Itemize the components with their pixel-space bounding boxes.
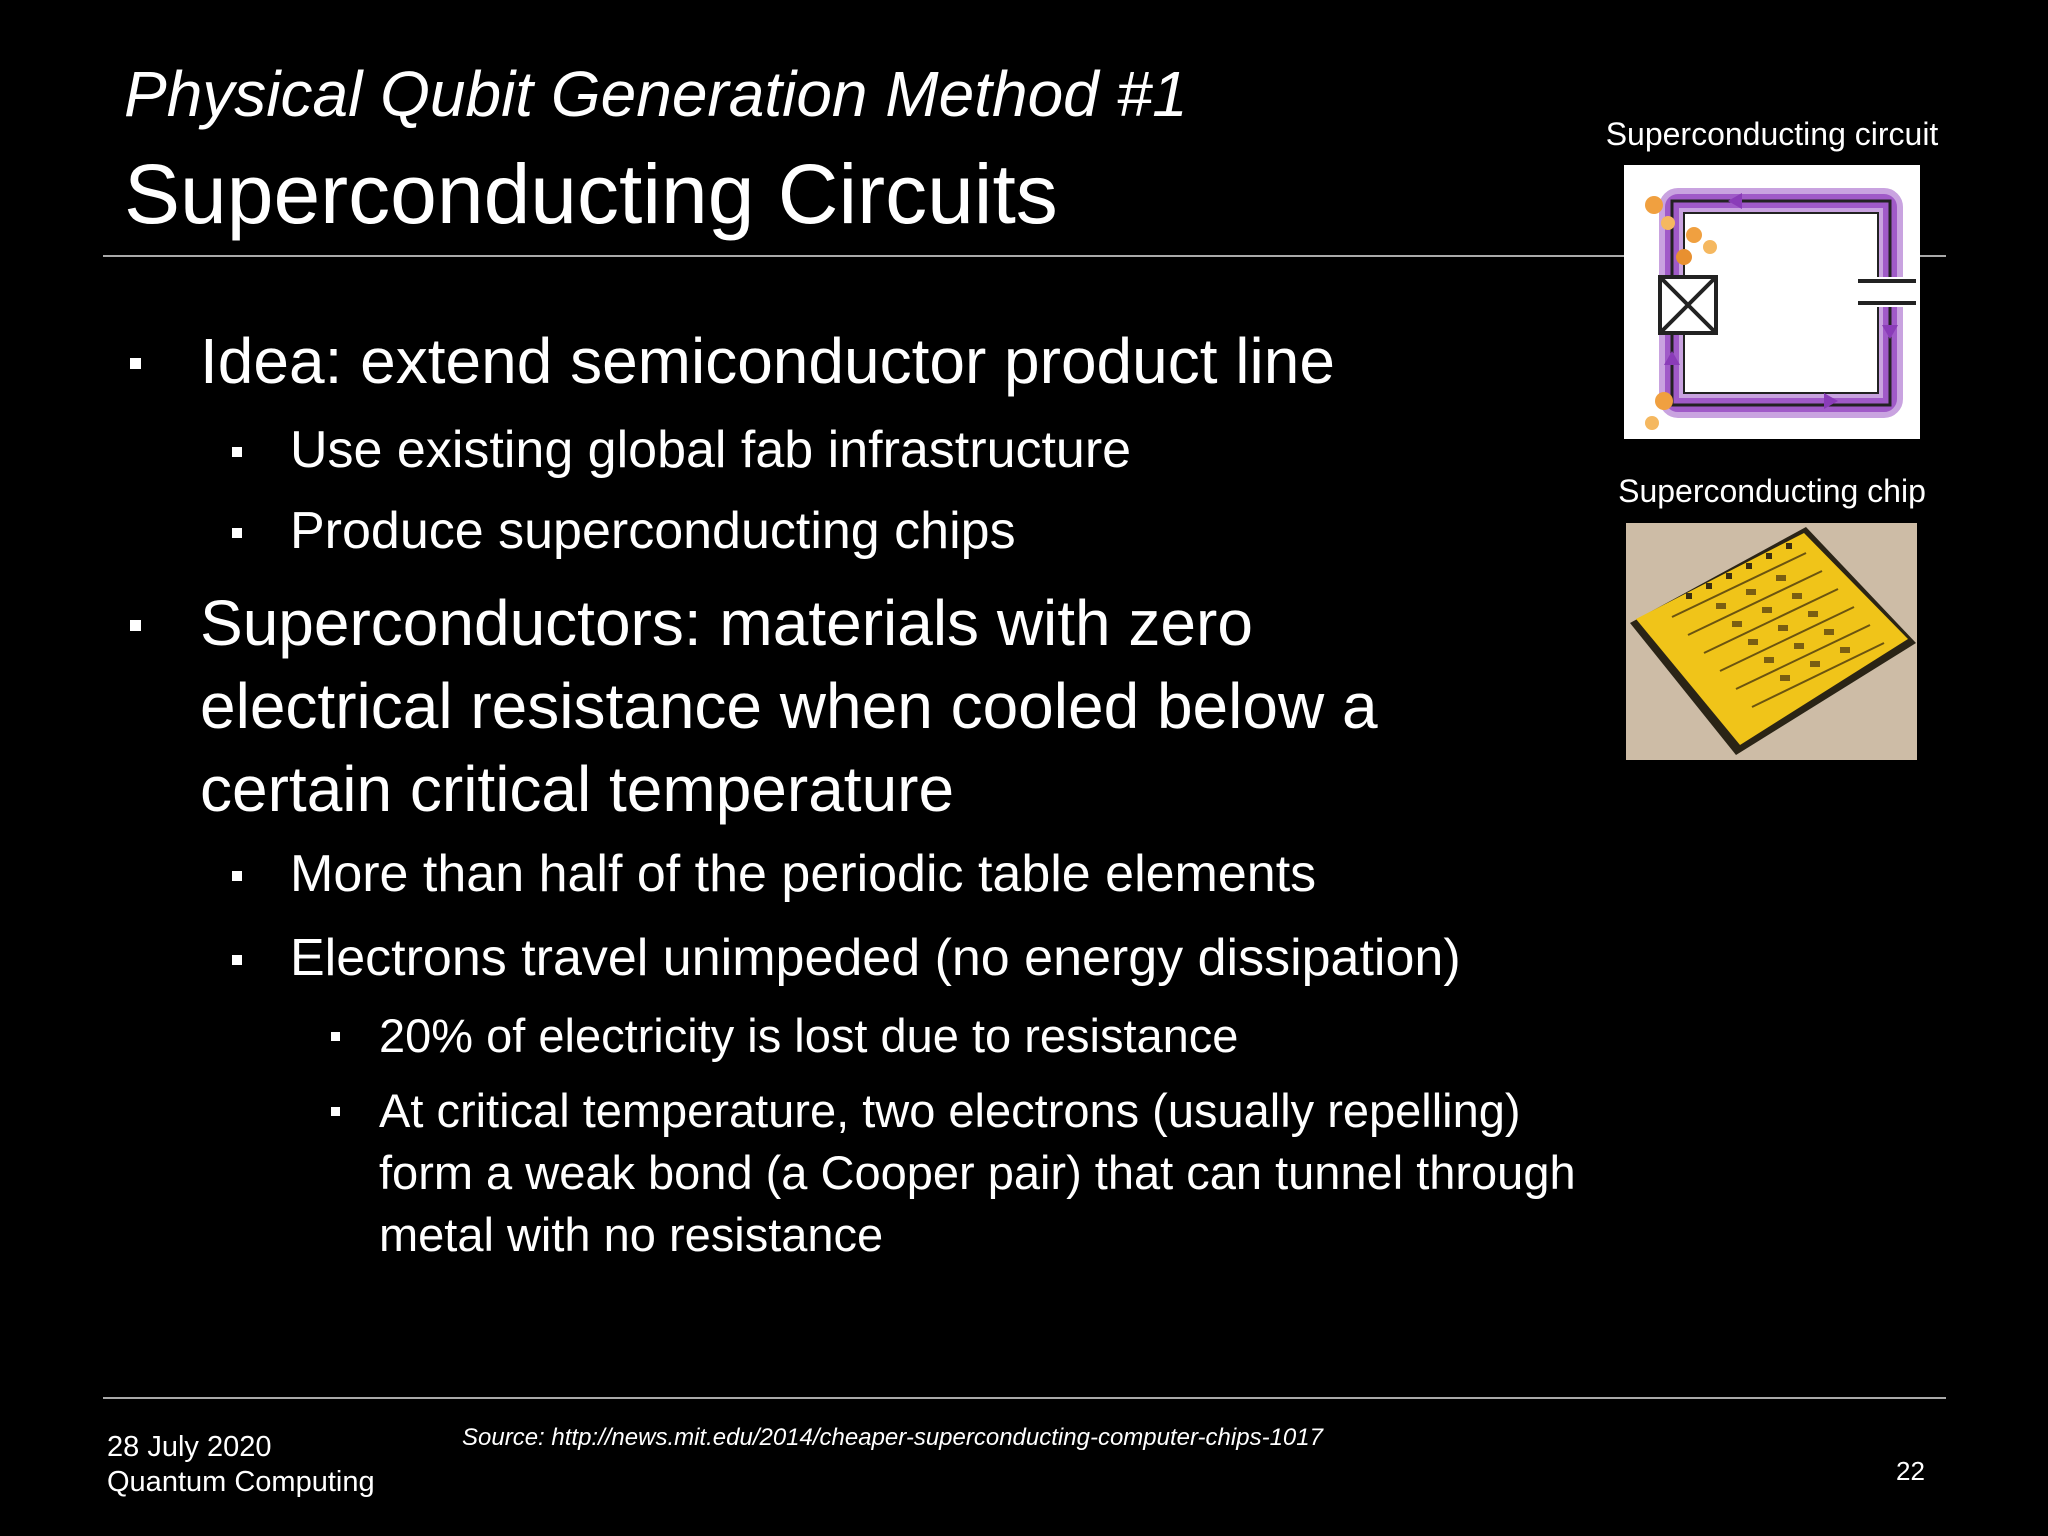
footer-date: 28 July 2020 (107, 1431, 272, 1463)
page-number: 22 (1896, 1456, 1925, 1486)
bullet-marker (232, 447, 242, 457)
bullet-text: Produce superconducting chips (290, 502, 1016, 560)
superconducting-circuit-image (1624, 165, 1920, 439)
circuit-diagram-icon (1624, 165, 1920, 439)
bullet-text: Idea: extend semiconductor product line (200, 325, 1335, 397)
bullet-item (290, 927, 1630, 989)
slide-title: Superconducting Circuits (124, 147, 1058, 241)
bullet-marker (331, 1107, 340, 1116)
bullet-marker (232, 955, 242, 965)
bullet-item (290, 419, 1590, 481)
slide-subtitle: Physical Qubit Generation Method #1 (124, 58, 1188, 130)
chip-caption: Superconducting chip (1618, 473, 1926, 509)
footer-info (107, 1430, 375, 1500)
superconducting-chip-image (1626, 523, 1917, 760)
bullet-item (290, 843, 1610, 905)
bullet-text: Superconductors: materials with zero electrical resistance when cooled below a certain critical temperature (200, 587, 1378, 825)
bullet-marker (232, 528, 242, 538)
bullet-text: More than half of the periodic table elements (290, 845, 1317, 903)
bullet-text: At critical temperature, two electrons (usually repelling) form a weak bond (a Cooper pair) that can tunnel through metal with no resistance (379, 1084, 1576, 1261)
bullet-item (200, 320, 1580, 403)
chip-photo-icon (1626, 523, 1917, 760)
bullet-marker (232, 871, 242, 881)
footer-divider (103, 1397, 1946, 1399)
bullet-text: Use existing global fab infrastructure (290, 421, 1132, 479)
source-citation: Source: http://news.mit.edu/2014/cheaper-superconducting-computer-chips-1017 (462, 1424, 1323, 1451)
bullet-marker (331, 1032, 340, 1041)
bullet-item (200, 582, 1510, 831)
bullet-item (379, 1080, 1599, 1266)
bullet-text: Electrons travel unimpeded (no energy dissipation) (290, 929, 1461, 987)
footer-course: Quantum Computing (107, 1466, 375, 1498)
circuit-caption: Superconducting circuit (1605, 116, 1939, 152)
bullet-marker (130, 358, 141, 369)
bullet-item (290, 500, 1590, 562)
bullet-item (379, 1005, 1619, 1067)
bullet-marker (130, 620, 141, 631)
bullet-text: 20% of electricity is lost due to resistance (379, 1009, 1239, 1062)
